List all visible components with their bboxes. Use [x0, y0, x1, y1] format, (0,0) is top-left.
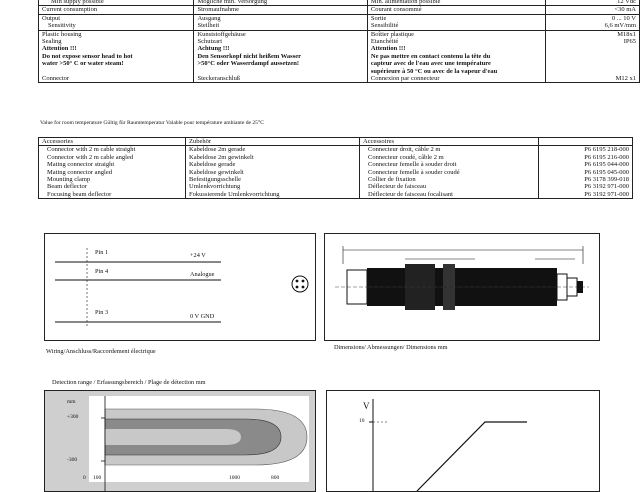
warning-de: Den Sensorkopf nicht heißem Wasser	[197, 52, 301, 60]
spec-en: Connector	[42, 75, 70, 83]
acc-fr: Collier de fixation	[368, 176, 416, 184]
y-tick-label: 10	[359, 418, 365, 424]
spec-de: Ausgang	[197, 14, 221, 22]
spec-de: Steilheit	[197, 22, 220, 30]
acc-code: P6 6195 044-000	[584, 161, 629, 169]
warning-en: water >50° C or water steam!	[42, 60, 124, 68]
acc-en: Mounting clamp	[47, 176, 91, 184]
spec-en: Current consumption	[39, 6, 194, 14]
acc-en: Mating connector straight	[47, 161, 115, 169]
acc-fr: Connecteur droit, câble 2 m	[368, 146, 441, 154]
table-row	[39, 6, 640, 14]
warning-fr: Ne pas mettre en contact contenu la tête du	[370, 52, 491, 60]
output-characteristic-chart	[326, 390, 600, 492]
footnote: Value for room temperature Gültig für Raumtemperatur Valable pour température ambiante de 25°C	[40, 120, 264, 126]
spec-fr: Sortie	[370, 14, 387, 22]
table-row	[39, 14, 640, 30]
warning-fr: capteur avec de l'eau avec une température	[370, 60, 491, 68]
spec-table	[38, 0, 640, 83]
acc-de: Kabeldose gerade	[189, 161, 236, 169]
dimensions-caption: Dimensions/ Abmessungen/ Dimensions mm	[334, 344, 448, 351]
pin1-label: Pin 1	[95, 249, 109, 256]
acc-fr: Connecteur coudé, câble 2 m	[368, 153, 444, 161]
warning-de: Achtung !!!	[197, 45, 230, 53]
detection-title: Detection range / Erfassungsbereich / Plage de détection mm	[52, 379, 206, 386]
spec-en: Output	[42, 14, 61, 22]
dimensions-drawing	[324, 233, 600, 341]
pin3-label: Pin 3	[95, 309, 109, 316]
pin4-signal: Analogue	[190, 271, 215, 278]
x-tick-label: 0	[83, 475, 86, 481]
spec-en: Plastic housing	[42, 30, 82, 38]
spec-en: Sealing	[42, 38, 62, 46]
sensor-drawing	[325, 234, 599, 340]
connector-pin-face-icon	[292, 276, 308, 292]
acc-header-de: Zubehör	[186, 138, 360, 146]
spec-de: Kunststoffgehäuse	[197, 30, 246, 38]
spec-value: M18x1	[617, 30, 636, 38]
acc-de: Kabeldose gewinkelt	[189, 168, 244, 176]
acc-fr: Déflecteur de faisceau	[368, 183, 427, 191]
spec-value: 0 ... 10 V	[611, 14, 636, 22]
acc-de: Kabeldose 2m gewinkelt	[189, 153, 254, 161]
acc-fr: Connecteur femelle à souder coudé	[368, 168, 460, 176]
spec-value: IP65	[623, 38, 636, 46]
acc-en: Mating connector angled	[47, 168, 112, 176]
spec-fr: Sensibilité	[370, 22, 399, 30]
acc-fr: Connecteur femelle à souder droit	[368, 161, 457, 169]
pin4-label: Pin 4	[95, 268, 109, 275]
acc-code: P6 3178 399-018	[584, 176, 629, 184]
pin3-signal: 0 V GND	[190, 313, 215, 320]
acc-fr: Déflecteur de faisceau focalisant	[368, 190, 453, 198]
accessories-table	[38, 137, 633, 199]
spec-de: Stromaufnahme	[194, 6, 367, 14]
spec-value: <30 mA	[546, 6, 640, 14]
acc-de: Umlenkvorrichtung	[189, 183, 241, 191]
wiring-diagram	[44, 233, 316, 341]
spec-en: Sensitivity	[48, 22, 76, 30]
acc-header-fr: Accessoires	[360, 138, 539, 146]
y-axis-label: V	[363, 401, 370, 411]
spec-de: Schutzart	[197, 38, 223, 46]
warning-de: >50°C oder Wasserdampf aussetzen!	[197, 60, 300, 68]
y-tick-label: -300	[67, 457, 78, 463]
table-row	[39, 30, 640, 83]
x-tick-label: 800	[271, 475, 280, 481]
spec-de: Steckeranschluß	[197, 75, 241, 83]
acc-de: Befestigungsschelle	[189, 176, 241, 184]
warning-fr: Attention !!!	[370, 45, 406, 53]
acc-code: P6 6195 218-000	[584, 146, 629, 154]
spec-value: M12 x1	[615, 75, 636, 83]
warning-fr: supérieure à 50 °C ou avec de la vapeur d'eau	[370, 67, 498, 75]
acc-de: Fokussierende Umlenkvorrichtung	[189, 190, 280, 198]
acc-en: Beam deflector	[47, 183, 87, 191]
wiring-lines	[45, 234, 315, 340]
spec-fr: Boîtier plastique	[370, 30, 415, 38]
acc-en: Connector with 2 m cable angled	[47, 153, 134, 161]
warning-en: Do not expose sensor head to hot	[42, 52, 133, 60]
acc-header-en: Accessories	[39, 138, 186, 146]
acc-de: Kabeldose 2m gerade	[189, 146, 246, 154]
spec-value: 12 Vdc	[546, 0, 640, 6]
warning-en: Attention !!!	[42, 45, 77, 53]
acc-en: Connector with 2 m cable straight	[47, 146, 136, 154]
spec-en: Min supply possible	[39, 0, 194, 6]
spec-fr: Min. alimentation possible	[367, 0, 546, 6]
spec-fr: Connexion par connecteur	[370, 75, 440, 83]
table-row	[39, 138, 633, 146]
y-tick-label: +300	[67, 414, 79, 420]
acc-code: P6 6195 216-000	[584, 153, 629, 161]
acc-code: P6 6195 045-000	[584, 168, 629, 176]
spec-fr: Etanchéité	[370, 38, 399, 46]
x-tick-label: 1000	[229, 475, 240, 481]
spec-de: Mögliche min. Versorgung	[194, 0, 367, 6]
table-row	[39, 146, 633, 199]
acc-code: P6 3192 971-000	[584, 183, 629, 191]
wiring-caption: Wiring/Anschluss/Raccordement électrique	[46, 348, 156, 355]
detection-range-chart	[44, 390, 316, 492]
acc-en: Focusing beam deflector	[47, 190, 112, 198]
y-unit-label: mm	[67, 399, 76, 405]
spec-fr: Courant consommé	[367, 6, 546, 14]
spec-value: 6,6 mV/mm	[604, 22, 636, 30]
acc-code: P6 3192 971-000	[584, 190, 629, 198]
pin1-signal: +24 V	[190, 252, 206, 259]
x-tick-label: 100	[93, 475, 102, 481]
